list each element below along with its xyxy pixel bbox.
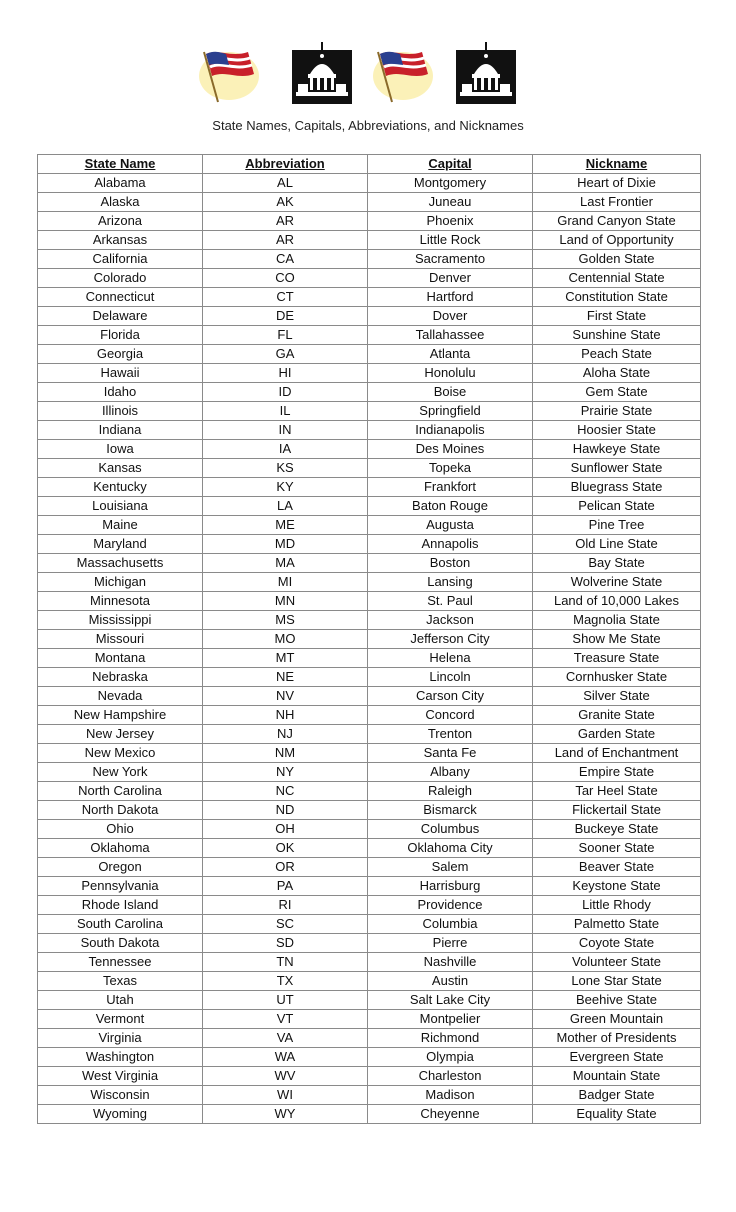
state-name-cell: Montana	[38, 649, 203, 668]
table-row	[38, 820, 701, 839]
nickname-cell: Garden State	[533, 725, 701, 744]
nickname-cell: Constitution State	[533, 288, 701, 307]
capital-cell: Denver	[368, 269, 533, 288]
table-row	[38, 858, 701, 877]
table-row	[38, 972, 701, 991]
abbreviation-cell: SD	[203, 934, 368, 953]
nickname-cell: Granite State	[533, 706, 701, 725]
header-icons	[0, 40, 736, 110]
table-row	[38, 839, 701, 858]
abbreviation-cell: FL	[203, 326, 368, 345]
table-row	[38, 269, 701, 288]
state-name-cell: Minnesota	[38, 592, 203, 611]
state-name-cell: Maryland	[38, 535, 203, 554]
state-name-cell: North Carolina	[38, 782, 203, 801]
table-row	[38, 668, 701, 687]
state-name-cell: Vermont	[38, 1010, 203, 1029]
table-row	[38, 364, 701, 383]
abbreviation-cell: TN	[203, 953, 368, 972]
states-table	[37, 154, 701, 1124]
abbreviation-cell: CT	[203, 288, 368, 307]
capital-cell: Dover	[368, 307, 533, 326]
nickname-cell: Lone Star State	[533, 972, 701, 991]
nickname-cell: Flickertail State	[533, 801, 701, 820]
capital-cell: Juneau	[368, 193, 533, 212]
state-name-cell: South Dakota	[38, 934, 203, 953]
nickname-cell: Mountain State	[533, 1067, 701, 1086]
column-header-abbreviation: Abbreviation	[203, 155, 368, 174]
capital-cell: Honolulu	[368, 364, 533, 383]
state-name-cell: Alaska	[38, 193, 203, 212]
nickname-cell: Evergreen State	[533, 1048, 701, 1067]
capital-cell: Indianapolis	[368, 421, 533, 440]
abbreviation-cell: WY	[203, 1105, 368, 1124]
nickname-cell: Buckeye State	[533, 820, 701, 839]
table-row	[38, 611, 701, 630]
capital-cell: Salt Lake City	[368, 991, 533, 1010]
state-name-cell: New Mexico	[38, 744, 203, 763]
abbreviation-cell: RI	[203, 896, 368, 915]
state-name-cell: Wyoming	[38, 1105, 203, 1124]
table-row	[38, 212, 701, 231]
abbreviation-cell: IA	[203, 440, 368, 459]
capital-cell: Nashville	[368, 953, 533, 972]
table-row	[38, 497, 701, 516]
abbreviation-cell: SC	[203, 915, 368, 934]
state-name-cell: Iowa	[38, 440, 203, 459]
table-body	[38, 174, 701, 1124]
nickname-cell: Bluegrass State	[533, 478, 701, 497]
capital-cell: Santa Fe	[368, 744, 533, 763]
table-row	[38, 801, 701, 820]
table-row	[38, 1029, 701, 1048]
state-name-cell: North Dakota	[38, 801, 203, 820]
state-name-cell: Kansas	[38, 459, 203, 478]
abbreviation-cell: AL	[203, 174, 368, 193]
capital-cell: Montpelier	[368, 1010, 533, 1029]
capital-cell: Helena	[368, 649, 533, 668]
american-flag-icon	[196, 40, 262, 106]
state-name-cell: Nebraska	[38, 668, 203, 687]
table-row	[38, 934, 701, 953]
capital-cell: Springfield	[368, 402, 533, 421]
table-row	[38, 383, 701, 402]
capital-cell: Jefferson City	[368, 630, 533, 649]
nickname-cell: Equality State	[533, 1105, 701, 1124]
table-row	[38, 402, 701, 421]
capital-cell: Atlanta	[368, 345, 533, 364]
abbreviation-cell: TX	[203, 972, 368, 991]
abbreviation-cell: OK	[203, 839, 368, 858]
abbreviation-cell: DE	[203, 307, 368, 326]
abbreviation-cell: MD	[203, 535, 368, 554]
abbreviation-cell: AR	[203, 212, 368, 231]
abbreviation-cell: WI	[203, 1086, 368, 1105]
capital-cell: Pierre	[368, 934, 533, 953]
nickname-cell: Sunshine State	[533, 326, 701, 345]
nickname-cell: Last Frontier	[533, 193, 701, 212]
table-row	[38, 1105, 701, 1124]
capital-cell: Salem	[368, 858, 533, 877]
table-row	[38, 345, 701, 364]
table-row	[38, 1086, 701, 1105]
capital-cell: Topeka	[368, 459, 533, 478]
table-row	[38, 1010, 701, 1029]
capital-cell: Trenton	[368, 725, 533, 744]
capital-cell: Frankfort	[368, 478, 533, 497]
nickname-cell: Beehive State	[533, 991, 701, 1010]
abbreviation-cell: IN	[203, 421, 368, 440]
state-name-cell: Arkansas	[38, 231, 203, 250]
abbreviation-cell: OH	[203, 820, 368, 839]
table-row	[38, 1048, 701, 1067]
table-row	[38, 630, 701, 649]
nickname-cell: Sunflower State	[533, 459, 701, 478]
abbreviation-cell: NJ	[203, 725, 368, 744]
nickname-cell: Pelican State	[533, 497, 701, 516]
nickname-cell: First State	[533, 307, 701, 326]
abbreviation-cell: MS	[203, 611, 368, 630]
state-name-cell: Mississippi	[38, 611, 203, 630]
table-row	[38, 174, 701, 193]
table-row	[38, 573, 701, 592]
page-title: State Names, Capitals, Abbreviations, and Nicknames	[212, 118, 524, 133]
abbreviation-cell: KS	[203, 459, 368, 478]
state-name-cell: Oregon	[38, 858, 203, 877]
capital-cell: Boise	[368, 383, 533, 402]
state-name-cell: Wisconsin	[38, 1086, 203, 1105]
nickname-cell: Grand Canyon State	[533, 212, 701, 231]
nickname-cell: Green Mountain	[533, 1010, 701, 1029]
table-row	[38, 953, 701, 972]
capital-cell: Olympia	[368, 1048, 533, 1067]
table-row	[38, 744, 701, 763]
abbreviation-cell: ID	[203, 383, 368, 402]
abbreviation-cell: PA	[203, 877, 368, 896]
state-name-cell: California	[38, 250, 203, 269]
state-name-cell: West Virginia	[38, 1067, 203, 1086]
capital-cell: Austin	[368, 972, 533, 991]
capital-cell: Madison	[368, 1086, 533, 1105]
state-name-cell: Michigan	[38, 573, 203, 592]
nickname-cell: Mother of Presidents	[533, 1029, 701, 1048]
state-name-cell: Texas	[38, 972, 203, 991]
capital-cell: Bismarck	[368, 801, 533, 820]
state-name-cell: Connecticut	[38, 288, 203, 307]
table-row	[38, 706, 701, 725]
abbreviation-cell: WA	[203, 1048, 368, 1067]
state-name-cell: Missouri	[38, 630, 203, 649]
table-row	[38, 649, 701, 668]
american-flag-icon	[370, 40, 436, 106]
nickname-cell: Show Me State	[533, 630, 701, 649]
state-name-cell: Arizona	[38, 212, 203, 231]
state-name-cell: Florida	[38, 326, 203, 345]
capital-cell: Phoenix	[368, 212, 533, 231]
abbreviation-cell: OR	[203, 858, 368, 877]
abbreviation-cell: MT	[203, 649, 368, 668]
abbreviation-cell: MA	[203, 554, 368, 573]
table-row	[38, 421, 701, 440]
state-name-cell: Idaho	[38, 383, 203, 402]
abbreviation-cell: NH	[203, 706, 368, 725]
nickname-cell: Keystone State	[533, 877, 701, 896]
state-name-cell: Colorado	[38, 269, 203, 288]
table-row	[38, 725, 701, 744]
abbreviation-cell: ND	[203, 801, 368, 820]
nickname-cell: Land of 10,000 Lakes	[533, 592, 701, 611]
state-name-cell: Rhode Island	[38, 896, 203, 915]
abbreviation-cell: NY	[203, 763, 368, 782]
nickname-cell: Treasure State	[533, 649, 701, 668]
table-row	[38, 896, 701, 915]
nickname-cell: Centennial State	[533, 269, 701, 288]
state-name-cell: Oklahoma	[38, 839, 203, 858]
nickname-cell: Heart of Dixie	[533, 174, 701, 193]
nickname-cell: Hoosier State	[533, 421, 701, 440]
column-header-capital: Capital	[368, 155, 533, 174]
table-row	[38, 440, 701, 459]
table-row	[38, 326, 701, 345]
nickname-cell: Sooner State	[533, 839, 701, 858]
capital-cell: Concord	[368, 706, 533, 725]
nickname-cell: Peach State	[533, 345, 701, 364]
state-name-cell: Georgia	[38, 345, 203, 364]
state-name-cell: Kentucky	[38, 478, 203, 497]
table-header-row	[38, 155, 701, 174]
nickname-cell: Land of Enchantment	[533, 744, 701, 763]
abbreviation-cell: NC	[203, 782, 368, 801]
table-row	[38, 231, 701, 250]
table-row	[38, 516, 701, 535]
table-row	[38, 915, 701, 934]
table-row	[38, 763, 701, 782]
abbreviation-cell: NM	[203, 744, 368, 763]
table-row	[38, 459, 701, 478]
nickname-cell: Coyote State	[533, 934, 701, 953]
abbreviation-cell: CO	[203, 269, 368, 288]
nickname-cell: Beaver State	[533, 858, 701, 877]
state-name-cell: New York	[38, 763, 203, 782]
capital-cell: Tallahassee	[368, 326, 533, 345]
abbreviation-cell: ME	[203, 516, 368, 535]
nickname-cell: Empire State	[533, 763, 701, 782]
nickname-cell: Gem State	[533, 383, 701, 402]
capital-cell: Lincoln	[368, 668, 533, 687]
state-name-cell: Tennessee	[38, 953, 203, 972]
abbreviation-cell: HI	[203, 364, 368, 383]
table-row	[38, 250, 701, 269]
abbreviation-cell: MI	[203, 573, 368, 592]
state-name-cell: Nevada	[38, 687, 203, 706]
abbreviation-cell: NV	[203, 687, 368, 706]
nickname-cell: Magnolia State	[533, 611, 701, 630]
table-row	[38, 687, 701, 706]
capital-cell: Hartford	[368, 288, 533, 307]
capital-cell: Jackson	[368, 611, 533, 630]
abbreviation-cell: NE	[203, 668, 368, 687]
capital-cell: Lansing	[368, 573, 533, 592]
abbreviation-cell: CA	[203, 250, 368, 269]
nickname-cell: Silver State	[533, 687, 701, 706]
nickname-cell: Prairie State	[533, 402, 701, 421]
abbreviation-cell: WV	[203, 1067, 368, 1086]
state-name-cell: Alabama	[38, 174, 203, 193]
nickname-cell: Golden State	[533, 250, 701, 269]
state-name-cell: Hawaii	[38, 364, 203, 383]
capital-cell: Augusta	[368, 516, 533, 535]
table-row	[38, 1067, 701, 1086]
nickname-cell: Tar Heel State	[533, 782, 701, 801]
state-name-cell: Louisiana	[38, 497, 203, 516]
state-name-cell: Illinois	[38, 402, 203, 421]
nickname-cell: Old Line State	[533, 535, 701, 554]
nickname-cell: Little Rhody	[533, 896, 701, 915]
abbreviation-cell: AK	[203, 193, 368, 212]
nickname-cell: Badger State	[533, 1086, 701, 1105]
table-row	[38, 554, 701, 573]
capital-cell: Boston	[368, 554, 533, 573]
capital-cell: Richmond	[368, 1029, 533, 1048]
state-name-cell: Virginia	[38, 1029, 203, 1048]
nickname-cell: Cornhusker State	[533, 668, 701, 687]
capital-cell: Columbus	[368, 820, 533, 839]
abbreviation-cell: MN	[203, 592, 368, 611]
table-row	[38, 307, 701, 326]
abbreviation-cell: VT	[203, 1010, 368, 1029]
column-header-state-name: State Name	[38, 155, 203, 174]
table-row	[38, 877, 701, 896]
table-row	[38, 991, 701, 1010]
state-name-cell: Indiana	[38, 421, 203, 440]
abbreviation-cell: IL	[203, 402, 368, 421]
nickname-cell: Bay State	[533, 554, 701, 573]
capital-cell: Carson City	[368, 687, 533, 706]
nickname-cell: Hawkeye State	[533, 440, 701, 459]
table-row	[38, 478, 701, 497]
capital-cell: Albany	[368, 763, 533, 782]
capital-cell: St. Paul	[368, 592, 533, 611]
capitol-building-icon	[290, 40, 354, 106]
state-name-cell: Ohio	[38, 820, 203, 839]
state-name-cell: South Carolina	[38, 915, 203, 934]
state-name-cell: New Jersey	[38, 725, 203, 744]
nickname-cell: Aloha State	[533, 364, 701, 383]
abbreviation-cell: AR	[203, 231, 368, 250]
nickname-cell: Wolverine State	[533, 573, 701, 592]
capital-cell: Raleigh	[368, 782, 533, 801]
table-row	[38, 193, 701, 212]
abbreviation-cell: VA	[203, 1029, 368, 1048]
state-name-cell: Maine	[38, 516, 203, 535]
capital-cell: Providence	[368, 896, 533, 915]
capital-cell: Cheyenne	[368, 1105, 533, 1124]
state-name-cell: Utah	[38, 991, 203, 1010]
capital-cell: Oklahoma City	[368, 839, 533, 858]
capital-cell: Little Rock	[368, 231, 533, 250]
capital-cell: Columbia	[368, 915, 533, 934]
capital-cell: Harrisburg	[368, 877, 533, 896]
capital-cell: Annapolis	[368, 535, 533, 554]
nickname-cell: Pine Tree	[533, 516, 701, 535]
state-name-cell: New Hampshire	[38, 706, 203, 725]
abbreviation-cell: GA	[203, 345, 368, 364]
table-row	[38, 592, 701, 611]
capital-cell: Des Moines	[368, 440, 533, 459]
capital-cell: Montgomery	[368, 174, 533, 193]
abbreviation-cell: UT	[203, 991, 368, 1010]
abbreviation-cell: LA	[203, 497, 368, 516]
nickname-cell: Volunteer State	[533, 953, 701, 972]
table-row	[38, 288, 701, 307]
column-header-nickname: Nickname	[533, 155, 701, 174]
capitol-building-icon	[454, 40, 518, 106]
table-row	[38, 782, 701, 801]
nickname-cell: Land of Opportunity	[533, 231, 701, 250]
state-name-cell: Washington	[38, 1048, 203, 1067]
table-row	[38, 535, 701, 554]
capital-cell: Baton Rouge	[368, 497, 533, 516]
capital-cell: Charleston	[368, 1067, 533, 1086]
abbreviation-cell: KY	[203, 478, 368, 497]
nickname-cell: Palmetto State	[533, 915, 701, 934]
capital-cell: Sacramento	[368, 250, 533, 269]
state-name-cell: Pennsylvania	[38, 877, 203, 896]
state-name-cell: Delaware	[38, 307, 203, 326]
abbreviation-cell: MO	[203, 630, 368, 649]
state-name-cell: Massachusetts	[38, 554, 203, 573]
